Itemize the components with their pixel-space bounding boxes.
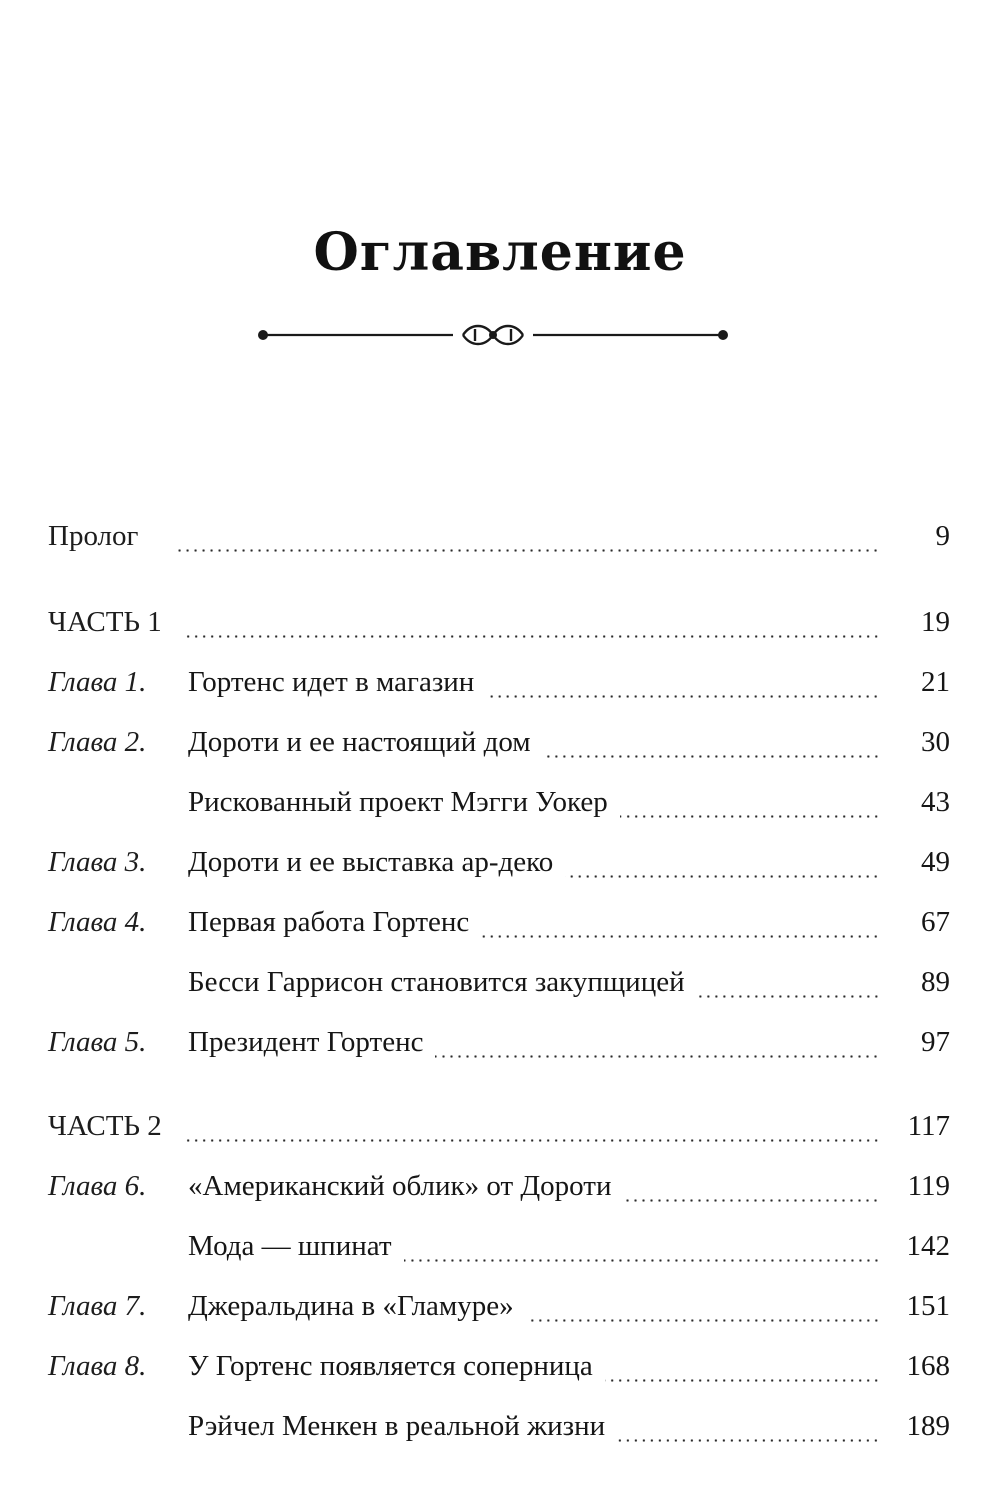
page-number: 19 — [921, 606, 950, 638]
entry-title: У Гортенс появляется соперница — [188, 1350, 593, 1382]
toc-entry — [48, 966, 950, 1010]
page-number: 30 — [921, 726, 950, 758]
chapter-label: Глава 5. — [48, 1026, 147, 1058]
entry-title: ЧАСТЬ 1 — [48, 606, 162, 638]
entry-title: Мода — шпинат — [188, 1230, 392, 1262]
dot-leader — [404, 1259, 880, 1262]
dot-leader — [543, 755, 880, 758]
page-number: 97 — [921, 1026, 950, 1058]
page-number: 67 — [921, 906, 950, 938]
entry-title: Бесси Гаррисон становится закупщицей — [188, 966, 685, 998]
toc-entry — [48, 1170, 950, 1214]
toc-entry — [48, 1230, 950, 1274]
chapter-label: Глава 8. — [48, 1350, 147, 1382]
entry-title: ЧАСТЬ 2 — [48, 1110, 162, 1142]
entry-title: «Американский облик» от Дороти — [188, 1170, 612, 1202]
toc-entry — [48, 1290, 950, 1334]
toc-entry — [48, 1026, 950, 1070]
page-number: 168 — [906, 1350, 950, 1382]
chapter-label: Глава 7. — [48, 1290, 147, 1322]
dot-leader — [617, 1439, 880, 1442]
entry-title: Рискованный проект Мэгги Уокер — [188, 786, 608, 818]
dot-leader — [565, 875, 880, 878]
dot-leader — [623, 1199, 880, 1202]
page-number: 21 — [921, 666, 950, 698]
chapter-label: Глава 6. — [48, 1170, 147, 1202]
entry-title: Первая работа Гортенс — [188, 906, 470, 938]
page-number: 117 — [907, 1110, 950, 1142]
dot-leader — [486, 695, 880, 698]
entry-title: Дороти и ее выставка ар-деко — [188, 846, 554, 878]
dot-leader — [182, 635, 880, 638]
page-title: Оглавление — [313, 222, 687, 283]
toc-entry — [48, 726, 950, 770]
page-number: 151 — [906, 1290, 950, 1322]
chapter-label: Глава 4. — [48, 906, 147, 938]
dot-leader — [182, 1139, 880, 1142]
toc-part-entry — [48, 606, 950, 650]
page-number: 142 — [906, 1230, 950, 1262]
dot-leader — [526, 1319, 880, 1322]
dot-leader — [174, 549, 880, 552]
dot-leader — [435, 1055, 880, 1058]
entry-title: Дороти и ее настоящий дом — [188, 726, 531, 758]
dot-leader — [620, 815, 880, 818]
entry-title: Президент Гортенс — [188, 1026, 424, 1058]
chapter-label: Глава 1. — [48, 666, 147, 698]
dot-leader — [481, 935, 880, 938]
toc-entry — [48, 1350, 950, 1394]
chapter-label: Глава 2. — [48, 726, 147, 758]
page-number: 189 — [906, 1410, 950, 1442]
page-number: 49 — [921, 846, 950, 878]
dot-leader — [697, 995, 880, 998]
page-number: 9 — [935, 520, 950, 552]
toc-entry — [48, 1410, 950, 1454]
toc-entry — [48, 666, 950, 710]
entry-title: Рэйчел Менкен в реальной жизни — [188, 1410, 606, 1442]
toc-entry — [48, 786, 950, 830]
entry-title: Пролог — [48, 520, 139, 552]
page-number: 43 — [921, 786, 950, 818]
entry-title: Джеральдина в «Гламуре» — [188, 1290, 514, 1322]
page-number: 119 — [907, 1170, 950, 1202]
chapter-label: Глава 3. — [48, 846, 147, 878]
toc-entry — [48, 906, 950, 950]
toc-entry — [48, 846, 950, 890]
page-number: 89 — [921, 966, 950, 998]
dot-leader — [605, 1379, 880, 1382]
entry-title: Гортенс идет в магазин — [188, 666, 475, 698]
toc-entry — [48, 520, 950, 564]
toc-part-entry — [48, 1110, 950, 1154]
